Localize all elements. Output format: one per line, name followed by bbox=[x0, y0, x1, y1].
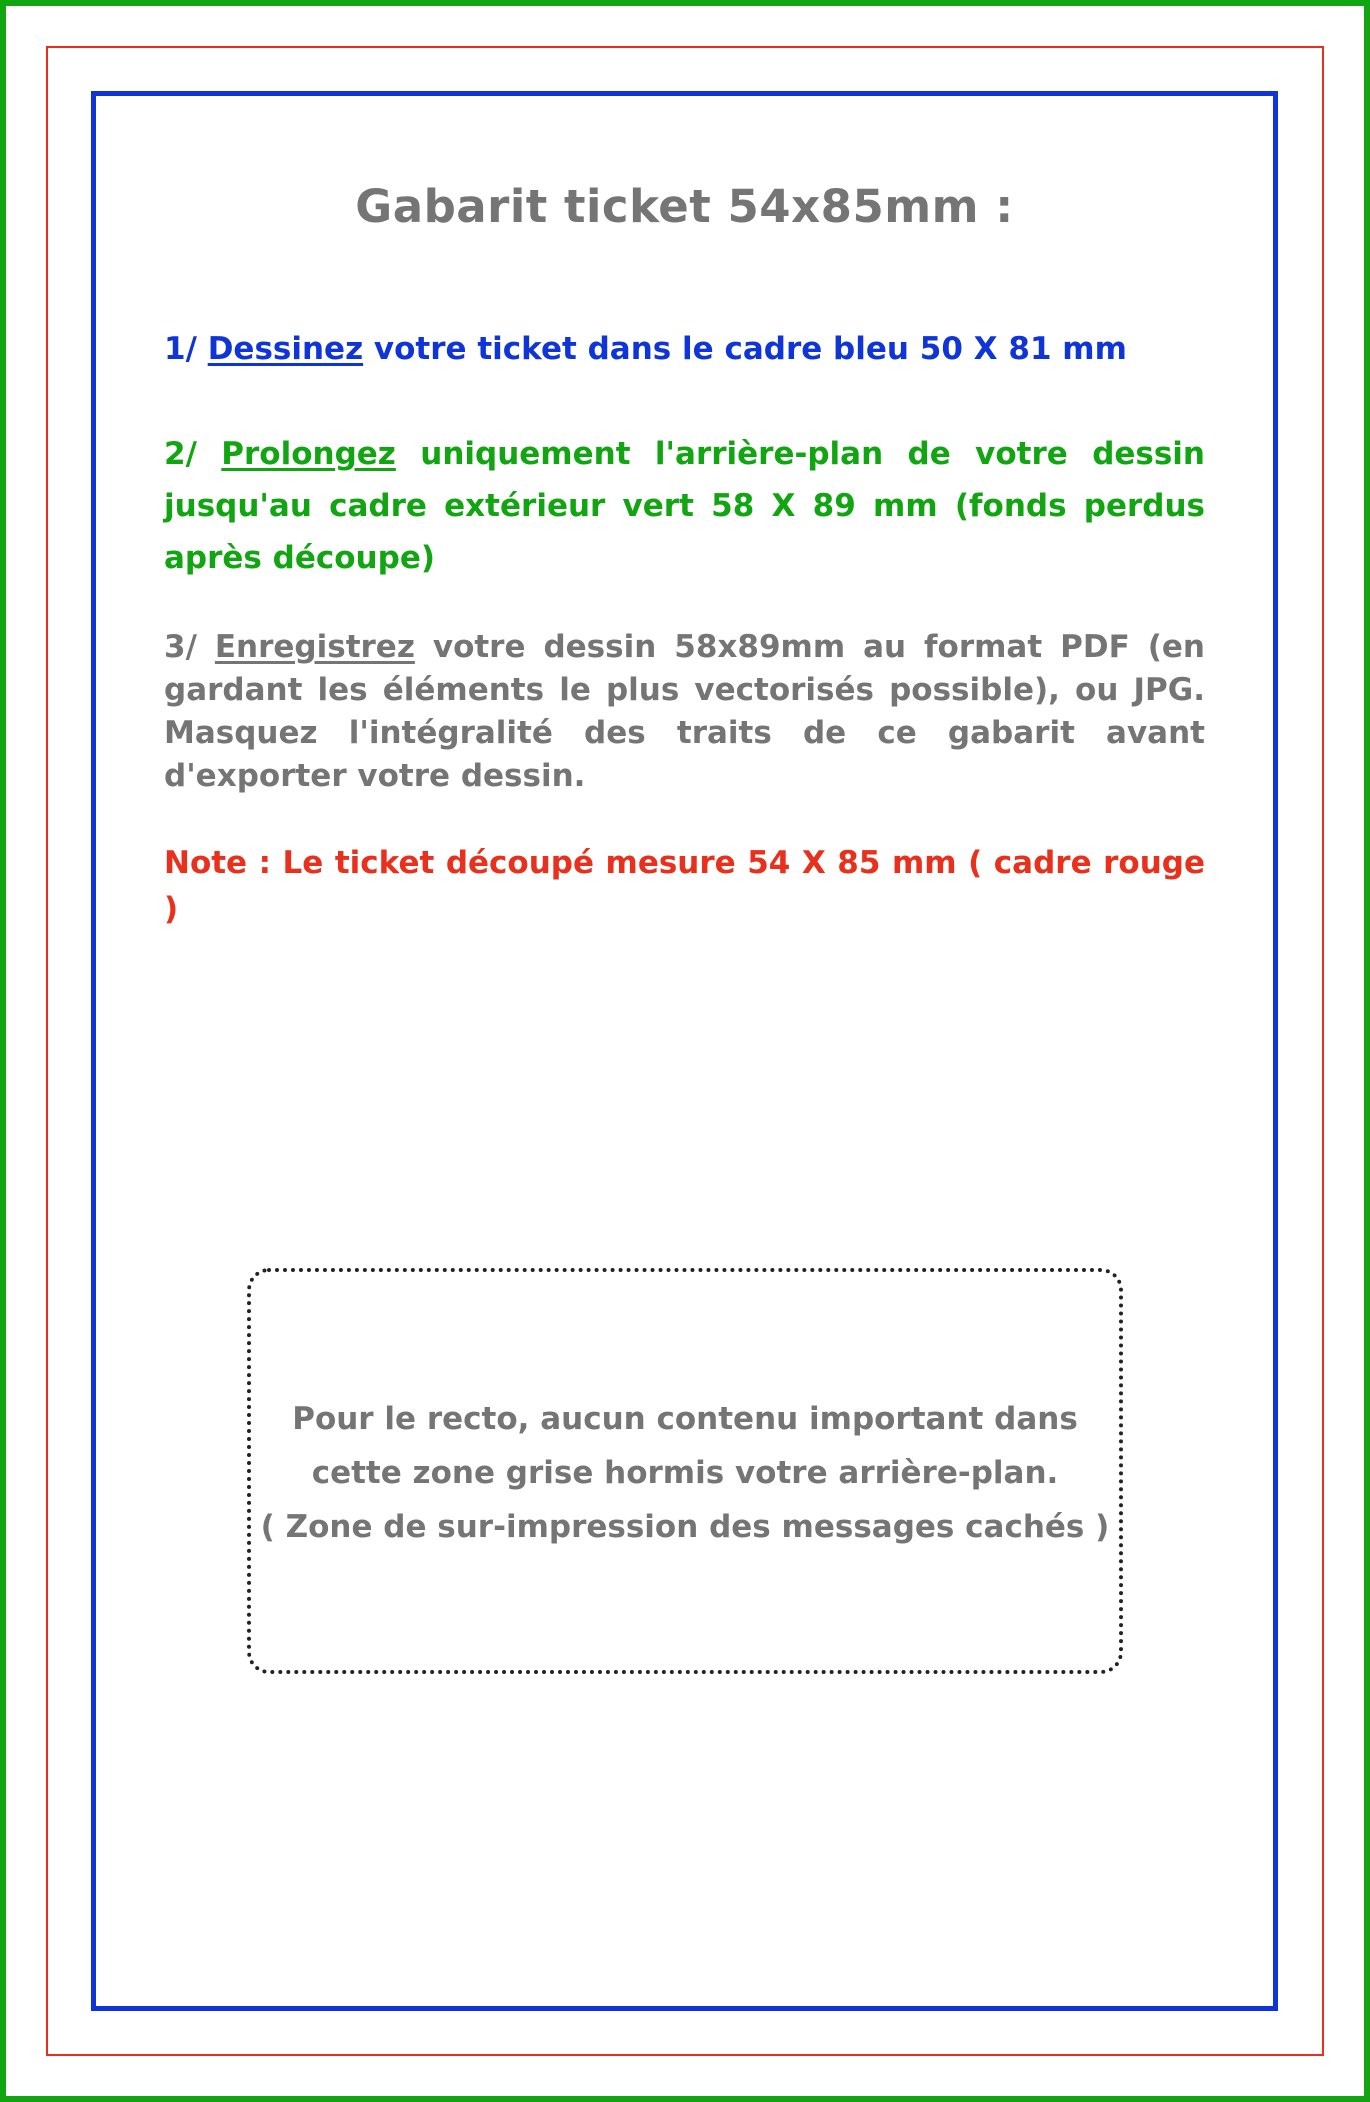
zone-text-line-1: Pour le recto, aucun contenu important dans bbox=[292, 1401, 1078, 1437]
zone-text-line-2: cette zone grise hormis votre arrière-plan. bbox=[311, 1455, 1059, 1491]
instruction-step-2 bbox=[164, 428, 1205, 584]
zone-text-line-3: ( Zone de sur-impression des messages cachés ) bbox=[260, 1509, 1110, 1545]
template-title: Gabarit ticket 54x85mm : bbox=[355, 180, 1014, 233]
step-1-prefix: 1/ bbox=[164, 331, 208, 367]
step-3-keyword: Enregistrez bbox=[214, 629, 415, 665]
instruction-step-3 bbox=[164, 626, 1205, 798]
safe-frame-blue bbox=[91, 91, 1278, 2011]
step-1-text: votre ticket dans le cadre bleu 50 X 81 mm bbox=[363, 331, 1127, 367]
step-3-prefix: 3/ bbox=[164, 629, 215, 665]
instruction-step-1 bbox=[164, 326, 1205, 372]
step-2-keyword: Prolongez bbox=[221, 436, 396, 472]
cut-size-note: Note : Le ticket découpé mesure 54 X 85 mm ( cadre rouge ) bbox=[164, 845, 1205, 927]
step-2-text: uniquement l'arrière-plan de votre dessin jusqu'au cadre extérieur vert 58 X 89 mm (fonds perdus après découpe) bbox=[164, 436, 1206, 576]
step-3-text: votre dessin 58x89mm au format PDF (en gardant les éléments le plus vectorisés possible), ou JPG. Masquez l'intégralité des traits de ce gabarit avant d'exporter votre dessin. bbox=[164, 629, 1206, 794]
step-1-keyword: Dessinez bbox=[207, 331, 364, 367]
step-2-prefix: 2/ bbox=[164, 436, 222, 472]
hidden-message-zone-text bbox=[247, 1392, 1123, 1554]
